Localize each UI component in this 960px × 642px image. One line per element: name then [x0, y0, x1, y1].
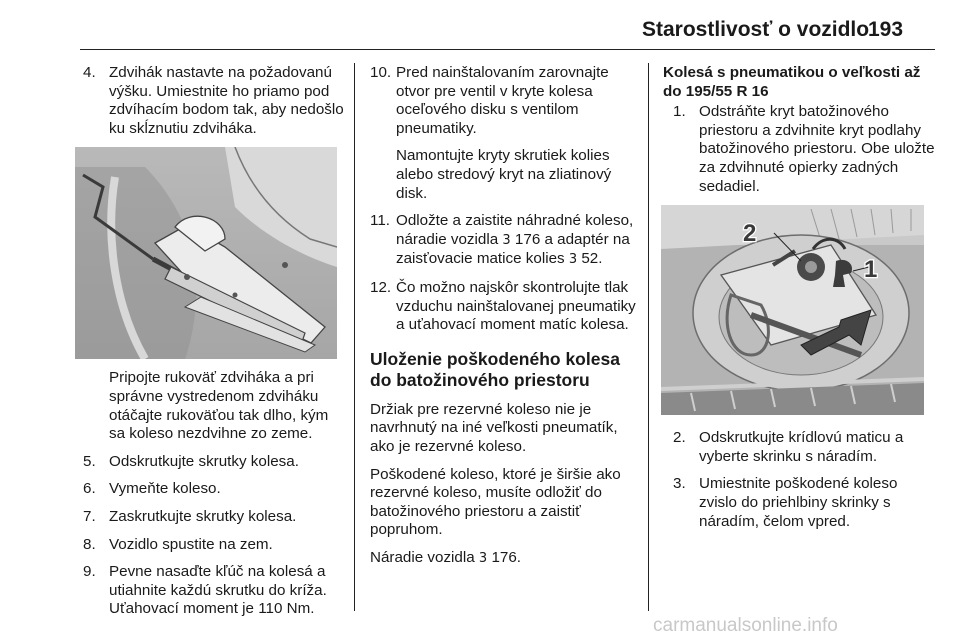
- subsection-heading-line: Kolesá s pneumatikou o veľkosti až: [663, 64, 921, 81]
- subsection-heading: [663, 64, 935, 101]
- paragraph: Držiak pre rezervné koleso nie je navrhnutý na iné veľkosti pneumatík, ako je rezervné koleso.: [370, 400, 618, 455]
- step-number: 3.: [673, 475, 686, 493]
- page-reference[interactable]: 176: [514, 230, 541, 248]
- subsection-heading-line: do 195/55 R 16: [663, 82, 769, 100]
- step-6: [83, 480, 345, 499]
- jack-instruction: Pripojte rukoväť zdviháka a pri správne vystredenom zdviháku otáčajte rukoväťou tak dlho, kým sa koleso nezdvihne zo zeme.: [109, 369, 329, 443]
- step-11: [370, 212, 638, 270]
- step-text: Odstráňte kryt batožinového priestoru a zdvihnite kryt podlahy batožinového priestoru. Obe uložte za zdvihnuté opierky zadných sedadiel.: [699, 103, 935, 195]
- step-number: 2.: [673, 429, 686, 447]
- step-number: 4.: [83, 64, 96, 81]
- paragraph-tools-ref: [370, 549, 638, 569]
- page-ref-arrow-icon: 3: [502, 232, 511, 248]
- column-divider-2: [648, 63, 649, 611]
- step-text: Vozidlo spustite na zem.: [109, 535, 273, 553]
- step-12: [370, 279, 638, 335]
- step-text: Odskrutkujte krídlovú maticu a vyberte skrinku s náradím.: [699, 429, 904, 465]
- step-1: [673, 103, 935, 196]
- step-10: [370, 64, 638, 138]
- page-ref-arrow-icon: 3: [478, 550, 488, 566]
- column-divider-1: [354, 63, 355, 611]
- column-2: [370, 64, 638, 577]
- step-number: 10.: [370, 64, 392, 81]
- trunk-figure-svg: [661, 205, 924, 415]
- watermark: carmanualsonline.info: [653, 615, 838, 636]
- step-number: 1.: [673, 103, 686, 121]
- step-10-note: Namontujte kryty skrutiek kolies alebo stredový kryt na zliatinový disk.: [396, 147, 612, 202]
- figure-label-2: 2: [743, 220, 757, 248]
- step-7: [83, 508, 345, 527]
- step-text: Zaskrutkujte skrutky kolesa.: [109, 507, 297, 525]
- step-text: Odskrutkujte skrutky kolesa.: [109, 452, 299, 470]
- page-reference[interactable]: 52.: [581, 250, 603, 268]
- step-number: 8.: [83, 535, 96, 553]
- step-text: Pred nainštalovaním zarovnajte otvor pre ventil v kryte kolesa oceľového disku s ventilom pneumatiky.: [396, 64, 609, 137]
- page-header-title: Starostlivosť o vozidlo: [642, 18, 870, 41]
- page-number: 193: [868, 18, 904, 41]
- step-number: 9.: [83, 563, 96, 581]
- header-divider: [80, 49, 935, 50]
- step-text: Umiestnite poškodené koleso zvislo do priehlbiny skrinky s náradím, čelom vpred.: [699, 475, 898, 530]
- step-8: [83, 536, 345, 555]
- step-number: 12.: [370, 278, 392, 296]
- step-number: 6.: [83, 480, 96, 498]
- jack-illustration: [75, 147, 337, 359]
- paragraph: Poškodené koleso, ktoré je širšie ako rezervné koleso, musíte odložiť do batožinového priestoru a zaistiť popruhom.: [370, 465, 621, 539]
- step-number: 11.: [370, 212, 390, 230]
- step-text-continued: a adaptér na zaisťovacie matice kolies: [396, 230, 630, 268]
- paragraph-text: Náradie vozidla: [370, 548, 475, 566]
- step-text: Zdvihák nastavte na požadovanú výšku. Umiestnite ho priamo pod zdvíhacím bodom tak, aby nedošlo ku skĺznutiu zdviháka.: [109, 64, 344, 137]
- step-number: 5.: [83, 452, 96, 470]
- figure-label-1: 1: [864, 256, 878, 284]
- step-text: Vymeňte koleso.: [109, 480, 221, 498]
- trunk-illustration: [661, 205, 924, 415]
- column-1: [83, 64, 345, 628]
- step-number: 7.: [83, 507, 96, 525]
- section-heading: Uloženie poškodeného kolesa do batožinového priestoru: [370, 348, 620, 390]
- jack-figure-svg: [75, 147, 337, 359]
- step-2: [673, 429, 935, 466]
- column-3: [663, 64, 935, 540]
- step-text: Pevne nasaďte kľúč na kolesá a utiahnite každú skrutku do kríža. Uťahovací moment je 110 Nm.: [109, 563, 327, 618]
- step-9: [83, 563, 345, 619]
- step-text: Odložte a zaistite náhradné koleso, náradie vozidla: [396, 212, 634, 248]
- step-3: [673, 475, 935, 531]
- step-4: [83, 64, 345, 138]
- page-ref-arrow-icon: 3: [568, 252, 578, 268]
- step-5: [83, 453, 345, 472]
- step-text: Čo možno najskôr skontrolujte tlak vzduchu nainštalovanej pneumatiky a uťahovací moment matíc kolesa.: [396, 278, 636, 334]
- page-reference[interactable]: 176.: [491, 548, 521, 566]
